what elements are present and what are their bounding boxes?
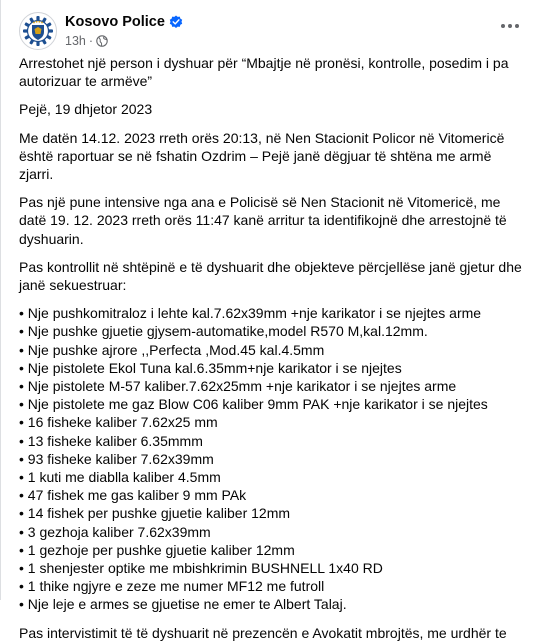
list-item: • Nje leje e armes se gjuetise ne emer te Albert Talaj. <box>19 596 347 613</box>
list-item: • 3 gezhoja kaliber 7.62x39mm <box>19 523 211 540</box>
list-item: • 1 kuti me diablla kaliber 4.5mm <box>19 469 221 486</box>
paragraph-search: Pas kontrollit në shtëpinë e të dyshuarit dhe objekteve përcjellëse janë gjetur dhe janë sekuestruar: <box>19 258 522 294</box>
post-body <box>19 54 529 642</box>
list-item: • 47 fishek me gas kaliber 9 mm PAk <box>19 487 247 504</box>
more-options-button[interactable] <box>495 14 525 38</box>
post-meta <box>65 13 183 50</box>
post-header <box>19 11 183 51</box>
list-item: • 93 fisheke kaliber 7.62x39mm <box>19 450 214 467</box>
list-item: • Nje pistolete M-57 kaliber.7.62x25mm +nje karikator i se njejtes arme <box>19 378 457 395</box>
author-row <box>65 13 183 32</box>
page-avatar[interactable] <box>19 12 57 50</box>
post-title: Arrestohet një person i dyshuar për “Mbajtje në pronësi, kontrolle, posedim i pa autorizuar te armëve” <box>19 55 509 90</box>
police-badge-icon <box>21 14 55 48</box>
paragraph-incident: Me datën 14.12. 2023 rreth orës 20:13, në Nen Stacionit Policor në Vitomericë është raportuar se në fshatin Ozdrim – Pejë janë dëgjuar të shtëna me armë zjarri. <box>19 129 505 183</box>
seized-items-list <box>19 304 529 613</box>
list-item: • 16 fisheke kaliber 7.62x25 mm <box>19 414 218 431</box>
paragraph-interview: Pas intervistimit të të dyshuarit në prezencën e Avokatit mbrojtës, me urdhër te <box>19 624 507 641</box>
list-item: • 1 thike ngjyre e zeze me numer MF12 me futroll <box>19 578 325 595</box>
timestamp-row <box>65 33 183 50</box>
list-item: • Nje pushke gjuetie gjysem-automatike,model R570 M,kal.12mm. <box>19 323 428 340</box>
list-item: • 1 gezhoje per pushke gjuetie kaliber 12mm <box>19 541 295 558</box>
list-item: • 13 fisheke kaliber 6.35mmm <box>19 432 203 449</box>
list-item: • 1 shenjester optike me mbishkrimin BUSHNELL 1x40 RD <box>19 560 383 577</box>
post-timestamp[interactable]: 13h <box>65 34 86 48</box>
place-date: Pejë, 19 dhjetor 2023 <box>19 101 153 118</box>
globe-icon[interactable] <box>96 35 108 47</box>
list-item: • Nje pushke ajrore ,,Perfecta ,Mod.45 kal.4.5mm <box>19 341 325 358</box>
more-options-icon <box>500 23 520 29</box>
page-name-link[interactable]: Kosovo Police <box>65 13 165 30</box>
list-item: • Nje pushkomitraloz i lehte kal.7.62x39mm +nje karikator i se njejtes arme <box>19 305 482 322</box>
list-item: • 14 fishek per pushke gjuetie kaliber 12mm <box>19 505 291 522</box>
list-item: • Nje pistolete me gaz Blow C06 kaliber 9mm PAK +nje karikator i se njejtes <box>19 396 488 413</box>
verified-badge-icon <box>169 15 183 29</box>
separator-dot: · <box>88 34 94 48</box>
paragraph-arrest: Pas një pune intensive nga ana e Policisë së Nen Stacionit në Vitomericë, me datë 19. 12. 2023 rreth orës 11:47 kanë arritur ta identifikojnë dhe arrestojnë të dyshuarin. <box>19 194 507 247</box>
list-item: • Nje pistolete Ekol Tuna kal.6.35mm+nje karikator i se njejtes <box>19 359 402 376</box>
